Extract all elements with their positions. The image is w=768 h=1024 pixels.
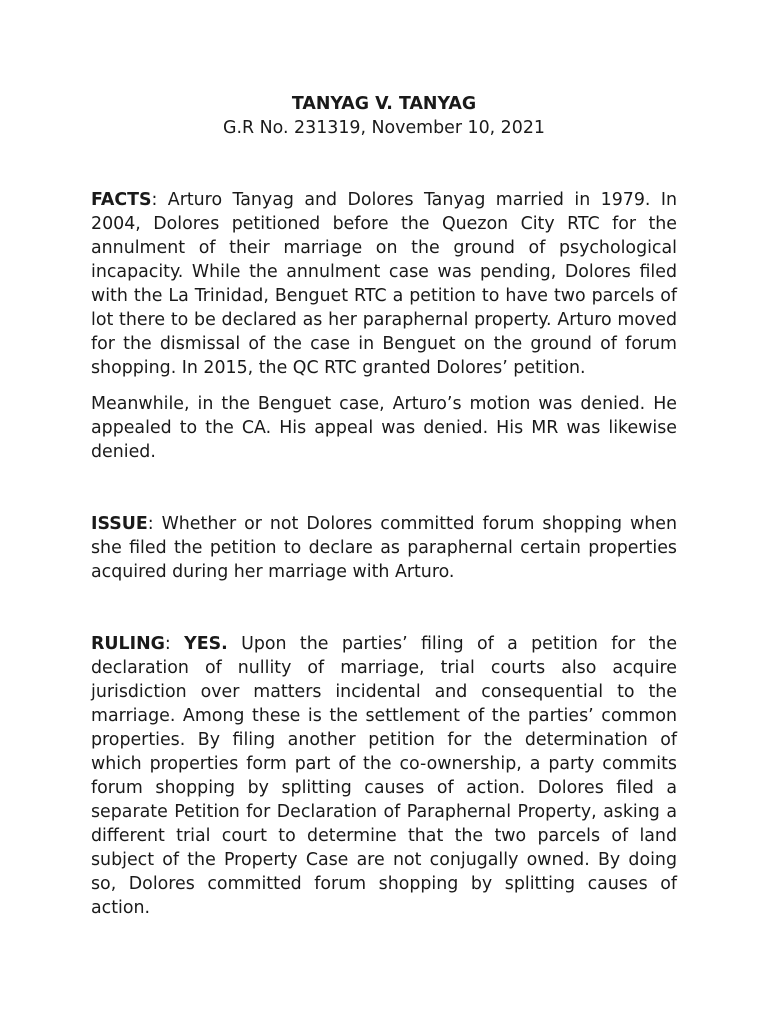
ruling-paragraph: RULING: YES. Upon the parties’ filing of a petition for the declaration of nullity of marriage, trial courts also acquire jurisdiction over matters incidental and consequential to the marriage. Among these is the settlement of the parties’ common properties. By filing another petition for the determination of which properties form part of the co-ownership, a party commits forum shopping by splitting causes of action. Dolores filed a separate Petition for Declaration of Paraphernal Property, asking a different trial court to determine that the two parcels of land subject of the Property Case are not conjugally owned. By doing so, Dolores committed forum shopping by splitting causes of action. <box>91 634 678 918</box>
case-title: TANYAG V. TANYAG <box>291 94 477 114</box>
issue-text: Whether or not Dolores committed forum shopping when she filed the petition to declare as paraphernal certain properties acquired during her marriage with Arturo. <box>91 514 677 582</box>
issue-label: ISSUE <box>91 514 148 534</box>
facts-text: Arturo Tanyag and Dolores Tanyag married in 1979. In 2004, Dolores petitioned before the Quezon City RTC for the annulment of their marriage on the ground of psychological incapacity. While the annulment case was pending, Dolores filed with the La Trinidad, Benguet RTC a petition to have two parcels of lot there to be declared as her paraphernal property. Arturo moved for the dismissal of the case in Benguet on the ground of forum shopping. In 2015, the QC RTC granted Dolores’ petition. <box>91 190 677 378</box>
facts-paragraph: FACTS: Arturo Tanyag and Dolores Tanyag married in 1979. In 2004, Dolores petitioned before the Quezon City RTC for the annulment of their marriage on the ground of psychological incapacity. While the annulment case was pending, Dolores filed with the La Trinidad, Benguet RTC a petition to have two parcels of lot there to be declared as her paraphernal property. Arturo moved for the dismissal of the case in Benguet on the ground of forum shopping. In 2015, the QC RTC granted Dolores’ petition. <box>91 190 677 378</box>
case-citation: G.R No. 231319, November 10, 2021 <box>223 118 545 138</box>
ruling-text: Upon the parties’ filing of a petition for the declaration of nullity of marriage, trial courts also acquire jurisdiction over matters incidental and consequential to the marriage. Among these is the settlement of the parties’ common properties. By filing another petition for the determination of which properties form part of the co-ownership, a party commits forum shopping by splitting causes of action. Dolores filed a separate Petition for Declaration of Paraphernal Property, asking a different trial court to determine that the two parcels of land subject of the Property Case are not conjugally owned. By doing so, Dolores committed forum shopping by splitting causes of action. <box>91 634 678 918</box>
facts-label: FACTS <box>91 190 152 210</box>
facts-paragraph-2: Meanwhile, in the Benguet case, Arturo’s motion was denied. He appealed to the CA. His appeal was denied. His MR was likewise denied. <box>91 394 677 462</box>
ruling-verdict: YES. <box>184 634 228 654</box>
ruling-label: RULING <box>91 634 165 654</box>
issue-paragraph: ISSUE: Whether or not Dolores committed forum shopping when she filed the petition to declare as paraphernal certain properties acquired during her marriage with Arturo. <box>91 514 677 582</box>
